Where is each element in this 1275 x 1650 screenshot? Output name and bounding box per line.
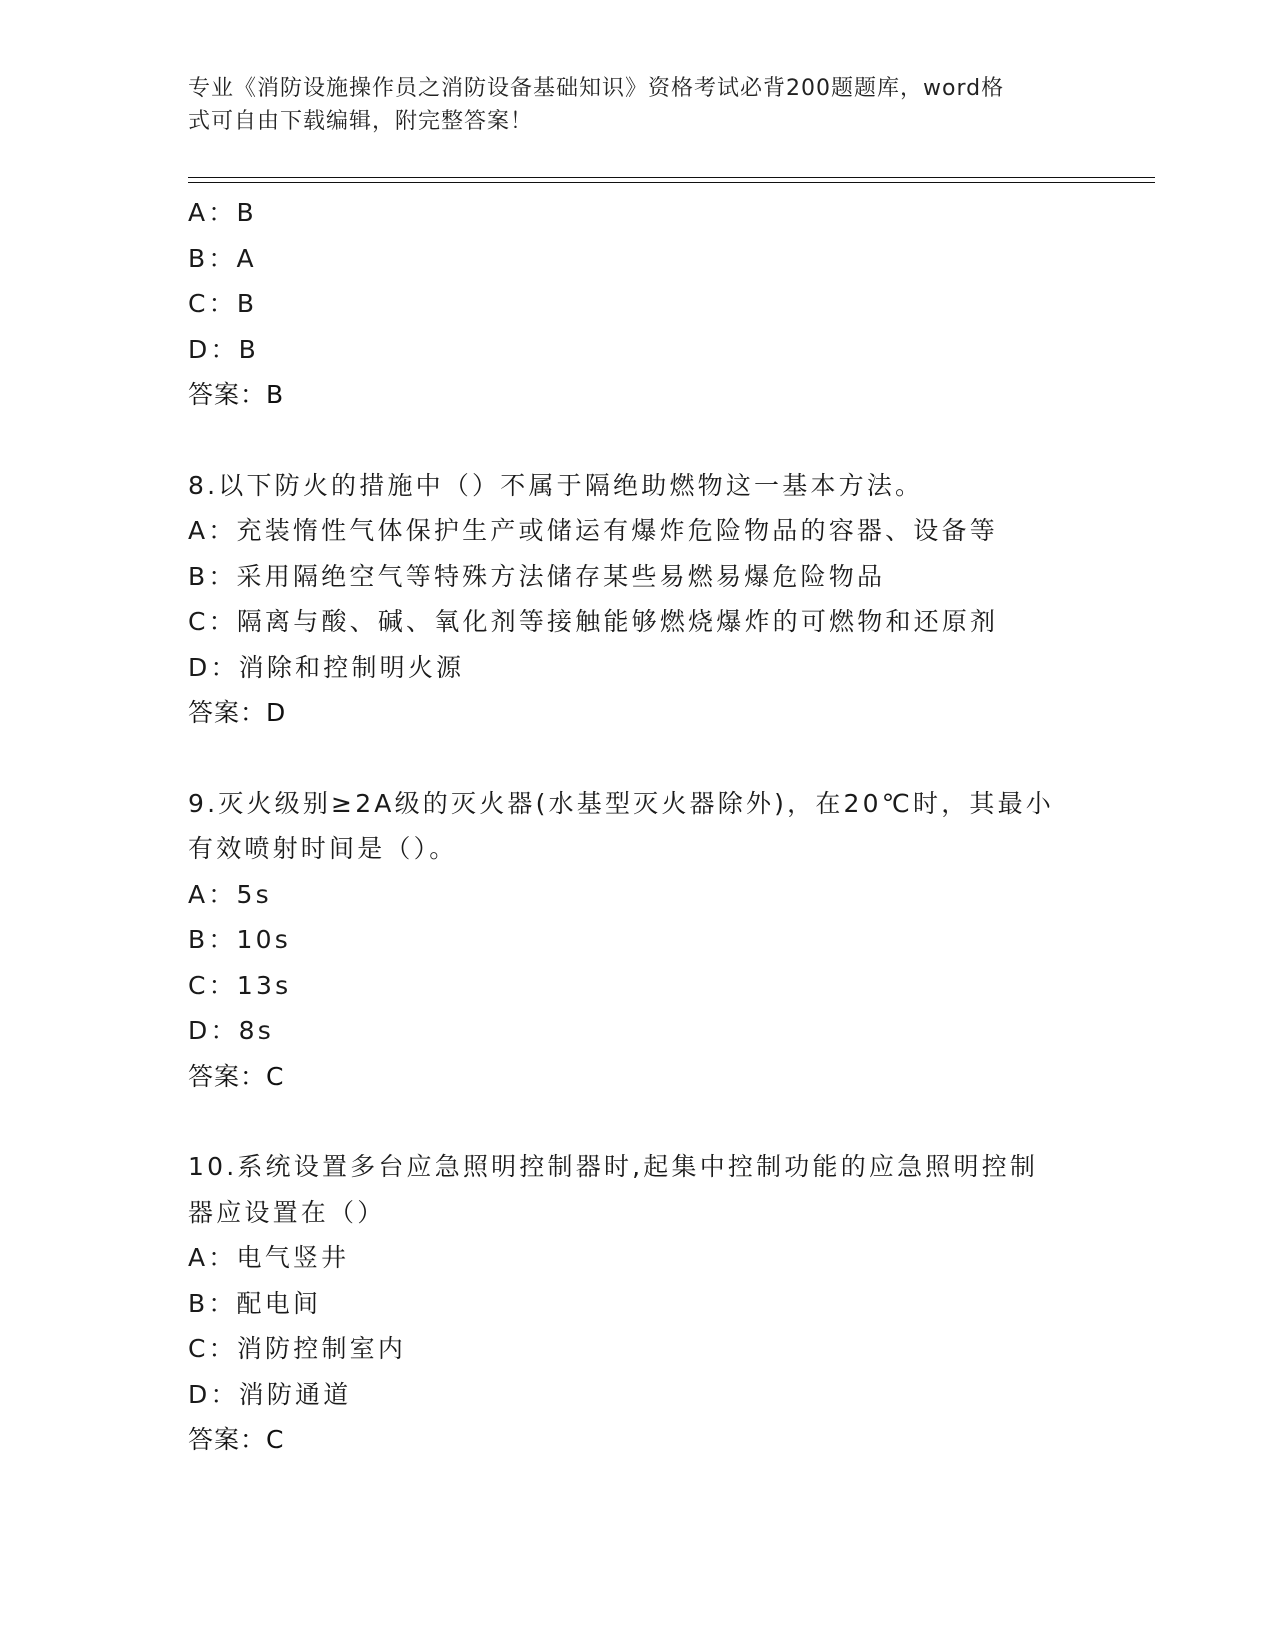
header-line-2: 式可自由下载编辑，附完整答案！ [188, 109, 534, 134]
option-c: C：B [188, 289, 258, 318]
question-text: 9.灭火级别≥2A级的灭火器(水基型灭火器除外)，在20℃时，其最小 [188, 788, 1055, 818]
header-divider-bottom [188, 182, 1155, 183]
question-text-continued: 有效喷射时间是（）。 [188, 834, 458, 863]
question-text-continued: 器应设置在（） [188, 1197, 386, 1227]
option-d: D：B [188, 334, 260, 364]
answer: 答案：C [188, 1061, 285, 1091]
document-body [188, 190, 1088, 1463]
option-b: B：A [188, 243, 257, 273]
spacer [188, 736, 1088, 781]
spacer [188, 418, 1088, 463]
answer: 答案：C [188, 1425, 285, 1454]
option-b: B：配电间 [188, 1288, 322, 1318]
option-a: A：5s [188, 879, 272, 909]
answer: 答案：D [188, 698, 287, 727]
option-c: C：隔离与酸、碱、氧化剂等接触能够燃烧爆炸的可燃物和还原剂 [188, 607, 999, 636]
header-divider-top [188, 177, 1155, 178]
option-a: A：电气竖井 [188, 1243, 350, 1272]
option-d: D：消防通道 [188, 1379, 352, 1409]
option-d: D：消除和控制明火源 [188, 652, 465, 682]
option-b: B：采用隔绝空气等特殊方法储存某些易燃易爆危险物品 [188, 561, 886, 591]
question-7-tail [188, 190, 1088, 418]
question-text: 8.以下防火的措施中（）不属于隔绝助燃物这一基本方法。 [188, 470, 924, 500]
spacer [188, 1099, 1088, 1144]
option-a: A：B [188, 198, 257, 227]
option-c: C：消防控制室内 [188, 1334, 407, 1363]
question-8 [188, 463, 1088, 736]
question-9 [188, 781, 1088, 1100]
option-c: C：13s [188, 970, 292, 1000]
question-text: 10.系统设置多台应急照明控制器时,起集中控制功能的应急照明控制 [188, 1152, 1039, 1181]
option-b: B：10s [188, 925, 291, 954]
option-a: A：充装惰性气体保护生产或储运有爆炸危险物品的容器、设备等 [188, 516, 998, 545]
header-line-1: 专业《消防设施操作员之消防设备基础知识》资格考试必背200题题库，word格 [188, 76, 1005, 101]
option-d: D：8s [188, 1016, 274, 1045]
document-header [188, 72, 1068, 138]
answer: 答案：B [188, 380, 285, 409]
question-10 [188, 1144, 1088, 1463]
